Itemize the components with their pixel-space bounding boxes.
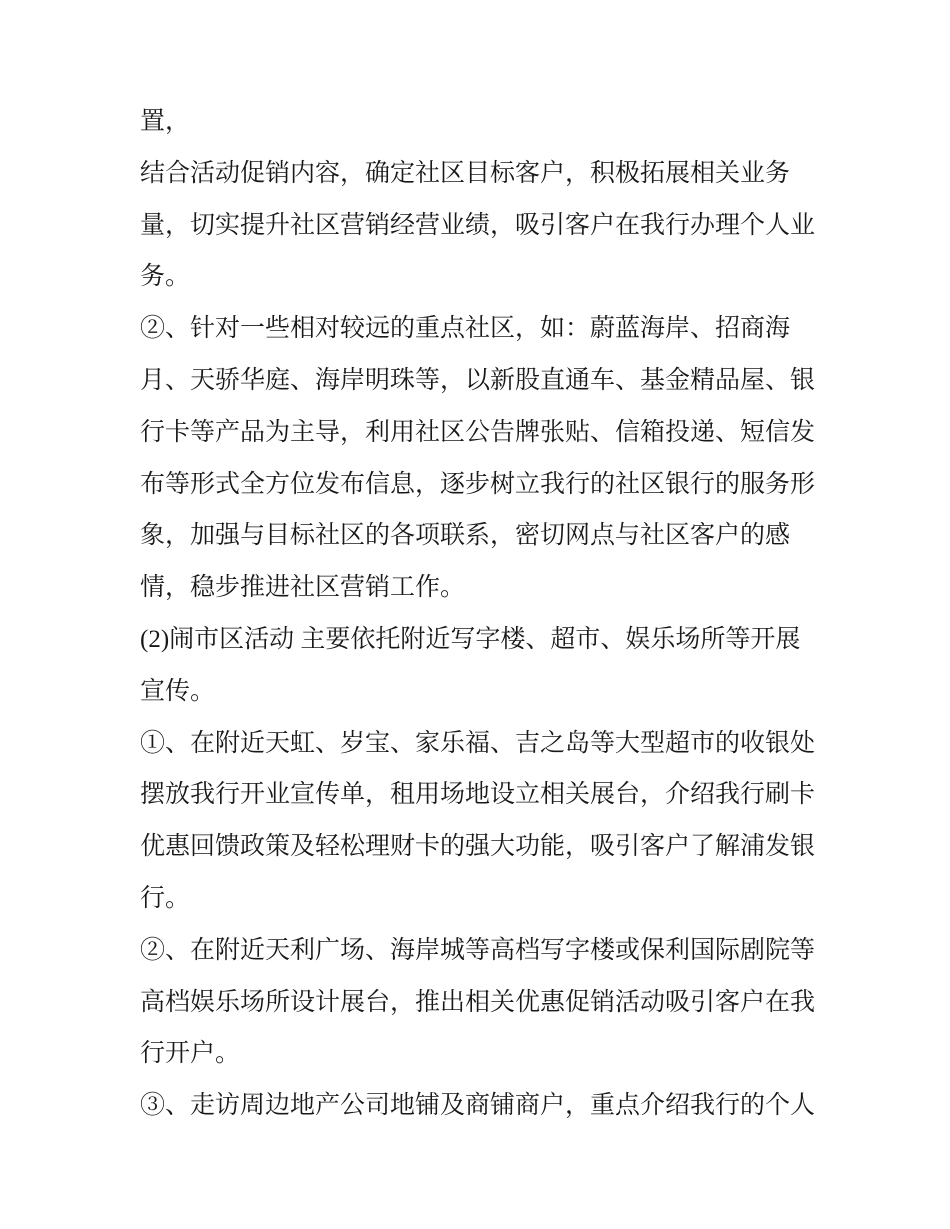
text-line: 摆放我行开业宣传单，租用场地设立相关展台，介绍我行刷卡 — [140, 781, 816, 809]
text-line: (2)闹市区活动 主要依托附近写字楼、超市、娱乐场所等开展 — [140, 625, 801, 653]
text-line: 情，稳步推进社区营销工作。 — [140, 574, 466, 602]
text-line: 月、天骄华庭、海岸明珠等，以新股直通车、基金精品屋、银 — [140, 366, 816, 394]
text-line: 结合活动促销内容，确定社区目标客户，积极拓展相关业务 — [140, 159, 791, 187]
text-line: ③、走访周边地产公司地铺及商铺商户，重点介绍我行的个人 — [140, 1092, 816, 1120]
text-line: 务。 — [140, 263, 191, 291]
text-line: 置， — [140, 108, 191, 135]
text-line: 优惠回馈政策及轻松理财卡的强大功能，吸引客户了解浦发银 — [140, 833, 816, 861]
text-line: 行开户。 — [140, 1040, 241, 1068]
text-line: ②、针对一些相对较远的重点社区，如：蔚蓝海岸、招商海 — [140, 315, 791, 343]
text-line: 高档娱乐场所设计展台，推出相关优惠促销活动吸引客户在我 — [140, 988, 816, 1016]
text-line: 象，加强与目标社区的各项联系，密切网点与社区客户的感 — [140, 522, 791, 550]
text-line: 量，切实提升社区营销经营业绩，吸引客户在我行办理个人业 — [140, 211, 816, 239]
text-line: ②、在附近天利广场、海岸城等高档写字楼或保利国际剧院等 — [140, 936, 816, 964]
document-text-block — [140, 96, 860, 1132]
text-line: 行卡等产品为主导，利用社区公告牌张贴、信箱投递、短信发 — [140, 418, 816, 446]
text-line: 宣传。 — [140, 677, 216, 705]
text-line: 行。 — [140, 884, 191, 912]
text-line: ①、在附近天虹、岁宝、家乐福、吉之岛等大型超市的收银处 — [140, 729, 816, 757]
text-line: 布等形式全方位发布信息，逐步树立我行的社区银行的服务形 — [140, 470, 816, 498]
